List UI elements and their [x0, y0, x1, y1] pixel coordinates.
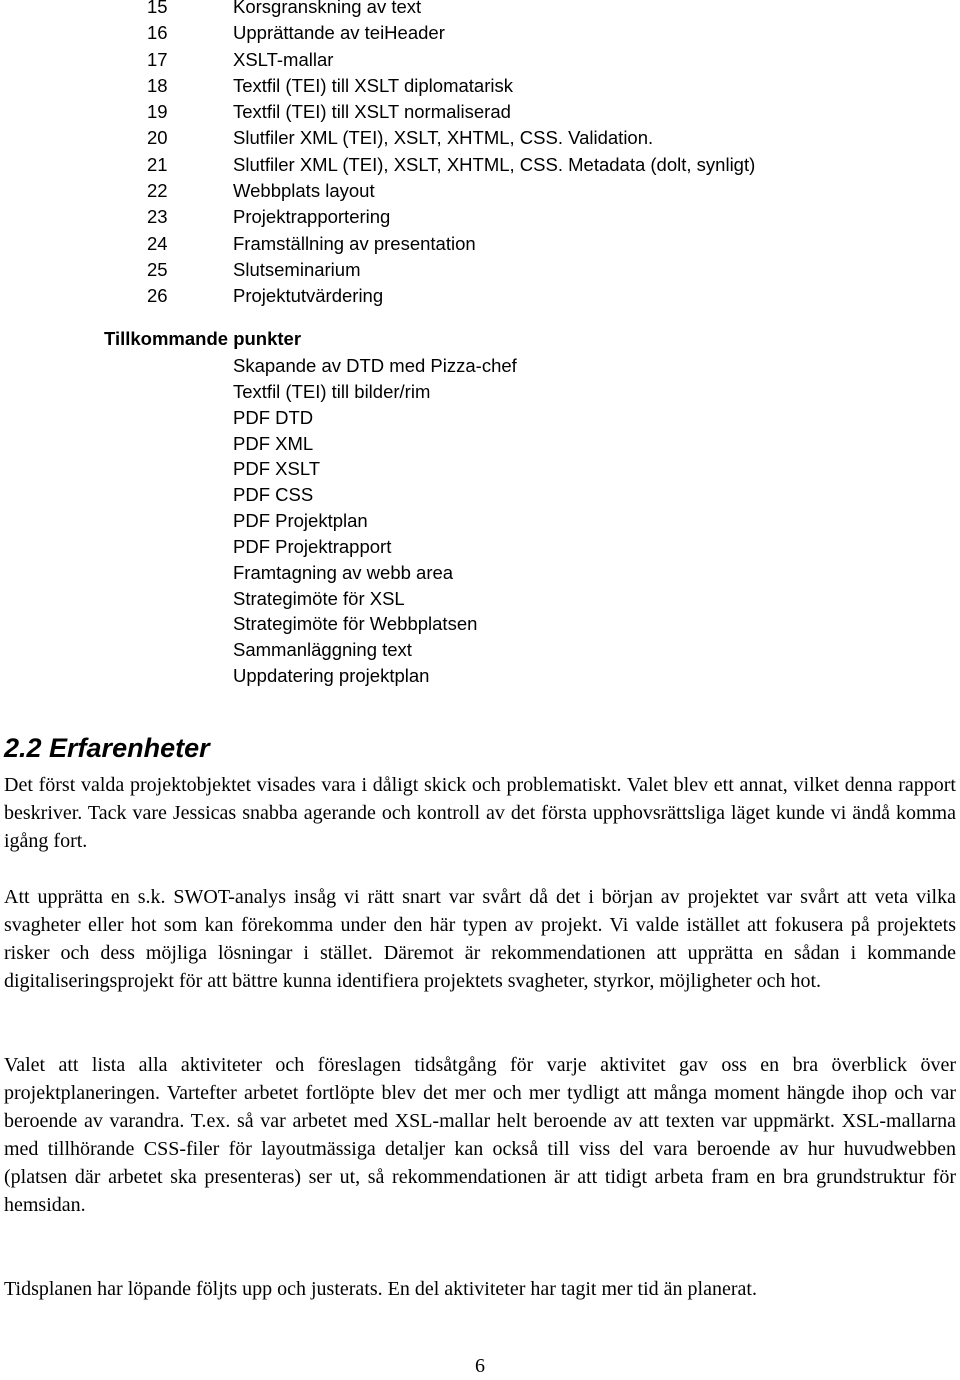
- item-text: Korsgranskning av text: [233, 0, 422, 17]
- list-item: [0, 73, 960, 99]
- paragraph: Att upprätta en s.k. SWOT-analys insåg vi rätt snart var svårt då det i början av projektet var svårt att veta vilka svagheter eller hot som kan förekomma under den här typen av projekt. Vi valde istället att fokusera på projektets risker och dess möjliga lösningar i stället. Däremot är rekommendationen att upprätta en sådan i kommande digitaliseringsprojekt för att bättre kunna identifiera projektets svagheter, styrkor, möjligheter och hot.: [4, 886, 956, 992]
- list-item: [0, 560, 960, 586]
- list-item: [0, 663, 960, 689]
- item-text: PDF CSS: [233, 484, 314, 506]
- item-number: 16: [147, 22, 168, 44]
- list-item: [0, 534, 960, 560]
- item-text: Upprättande av teiHeader: [233, 22, 445, 44]
- list-item: [0, 456, 960, 482]
- item-number: 18: [147, 74, 168, 96]
- item-number: 22: [147, 180, 168, 202]
- item-text: Framställning av presentation: [233, 232, 476, 254]
- paragraph: Valet att lista alla aktiviteter och föreslagen tidsåtgång för varje aktivitet gav oss en bra överblick över projektplaneringen. Vartefter arbetet fortlöpte blev det mer och mer tydligt att många moment hängde ihop och var beroende av varandra. T.ex. så var arbetet med XSL-mallar helt beroende av att texten var uppmärkt. XSL-mallarna med tillhörande CSS-filer för layoutmässiga detaljer kan också till viss del vara beroende av hur huvudwebben (platsen där arbetet ska presenteras) ser ut, så rekommendationen är att tidigt arbeta fram en bra grundstruktur för hemsidan.: [4, 1054, 956, 1216]
- item-text: Slutfiler XML (TEI), XSLT, XHTML, CSS. Metadata (dolt, synligt): [233, 153, 756, 175]
- list-item: [0, 20, 960, 46]
- list-item: [0, 379, 960, 405]
- item-text: XSLT-mallar: [233, 48, 334, 70]
- paragraph: Tidsplanen har löpande följts upp och justerats. En del aktiviteter har tagit mer tid än planerat.: [4, 1278, 757, 1300]
- list-item: [0, 178, 960, 204]
- item-text: Uppdatering projektplan: [233, 665, 430, 687]
- item-text: Textfil (TEI) till bilder/rim: [233, 380, 431, 402]
- list-item: [0, 405, 960, 431]
- item-number: 17: [147, 48, 168, 70]
- item-text: Slutseminarium: [233, 258, 361, 280]
- item-text: Skapande av DTD med Pizza-chef: [233, 355, 517, 376]
- item-number: 20: [147, 127, 168, 149]
- list-item: [0, 204, 960, 230]
- list-item: [0, 99, 960, 125]
- item-text: Webbplats layout: [233, 180, 375, 202]
- list-item: [0, 257, 960, 283]
- list-item: [0, 611, 960, 637]
- list-item: [0, 47, 960, 73]
- item-text: Textfil (TEI) till XSLT normaliserad: [233, 101, 511, 123]
- item-text: Slutfiler XML (TEI), XSLT, XHTML, CSS. Validation.: [233, 127, 654, 149]
- page-number: 6: [475, 1355, 485, 1377]
- item-text: Sammanläggning text: [233, 639, 412, 661]
- additional-items-list: [0, 353, 960, 689]
- item-number: 25: [147, 258, 168, 280]
- additional-items-heading: Tillkommande punkter: [104, 328, 302, 349]
- list-item: [0, 152, 960, 178]
- item-text: Projektutvärdering: [233, 285, 384, 307]
- list-item: [0, 0, 960, 20]
- item-text: Framtagning av webb area: [233, 561, 454, 583]
- list-item: [0, 431, 960, 457]
- item-text: Strategimöte för Webbplatsen: [233, 613, 478, 635]
- list-item: [0, 637, 960, 663]
- item-text: Projektrapportering: [233, 206, 391, 228]
- list-item: [0, 231, 960, 257]
- item-number: 15: [147, 0, 168, 17]
- item-text: PDF XML: [233, 432, 314, 454]
- list-item: [0, 283, 960, 309]
- item-text: PDF DTD: [233, 406, 314, 428]
- item-number: 23: [147, 206, 168, 228]
- item-text: Strategimöte för XSL: [233, 587, 405, 609]
- paragraph: Det först valda projektobjektet visades vara i dåligt skick och problematiskt. Valet blev ett annat, vilket denna rapport beskriver. Tack vare Jessicas snabba agerande och kontroll av det första upphovsrättsliga läget kunde vi ändå komma igång fort.: [4, 774, 956, 852]
- list-item: [0, 482, 960, 508]
- item-number: 19: [147, 101, 168, 123]
- item-text: Textfil (TEI) till XSLT diplomatarisk: [233, 74, 513, 96]
- section-heading: 2.2 Erfarenheter: [4, 733, 210, 763]
- list-item: [0, 353, 960, 379]
- item-number: 26: [147, 285, 168, 307]
- list-item: [0, 586, 960, 612]
- list-item: [0, 508, 960, 534]
- item-number: 21: [147, 153, 168, 175]
- item-number: 24: [147, 232, 168, 254]
- item-text: PDF Projektrapport: [233, 535, 392, 557]
- list-item: [0, 125, 960, 151]
- item-text: PDF XSLT: [233, 458, 321, 480]
- numbered-activity-list: [0, 0, 960, 310]
- item-text: PDF Projektplan: [233, 510, 368, 532]
